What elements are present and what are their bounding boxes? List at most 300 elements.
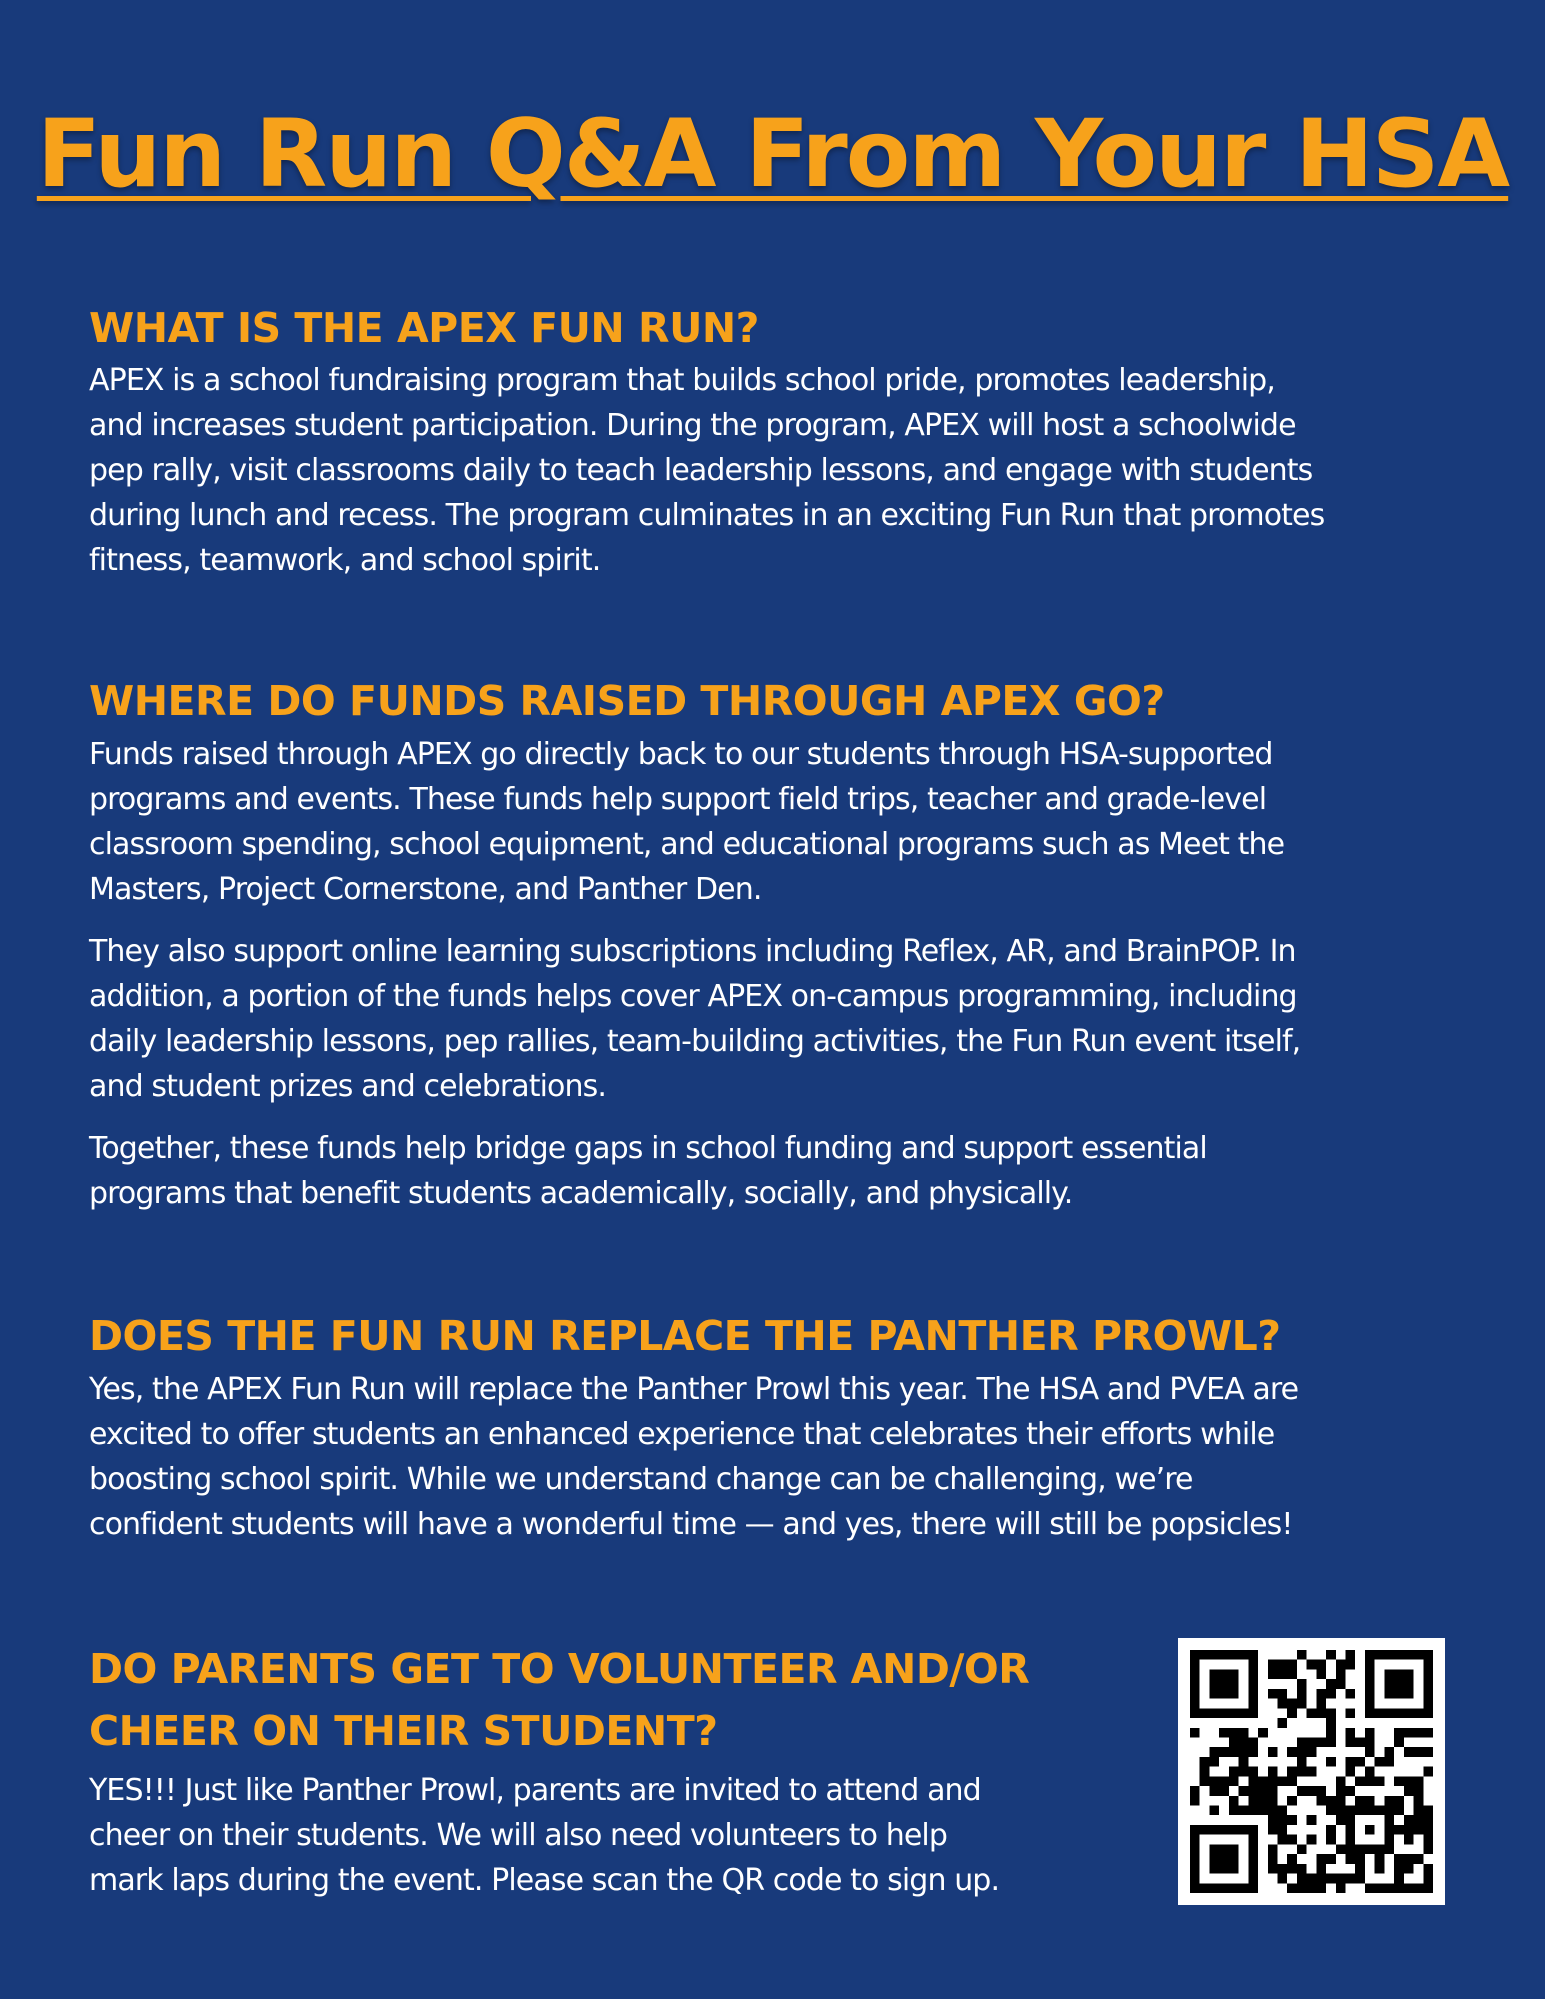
qr-module <box>1219 1728 1229 1738</box>
qr-module <box>1375 1806 1385 1816</box>
qr-module <box>1404 1650 1414 1660</box>
qr-module <box>1336 1874 1346 1884</box>
qr-module <box>1190 1874 1200 1884</box>
qr-module <box>1190 1660 1200 1670</box>
qr-module <box>1297 1650 1307 1660</box>
answer-line: Together, these funds help bridge gaps in school funding and support essential <box>89 1131 1207 1166</box>
section-replace-panther-prowl <box>89 1308 1459 1547</box>
answer-line: classroom spending, school equipment, and educational programs such as Meet the <box>89 827 1285 862</box>
answer-paragraph <box>89 358 1459 583</box>
answer-line: excited to offer students an enhanced experience that celebrates their efforts while <box>89 1417 1275 1452</box>
qr-module <box>1277 1806 1287 1816</box>
qr-module <box>1423 1883 1433 1893</box>
answer-line: pep rally, visit classrooms daily to teach leadership lessons, and engage with students <box>89 453 1313 488</box>
qr-module <box>1423 1835 1433 1845</box>
qr-module <box>1219 1776 1229 1786</box>
qr-module <box>1423 1650 1433 1660</box>
qr-module <box>1404 1883 1414 1893</box>
qr-module <box>1355 1776 1365 1786</box>
qr-module <box>1346 1874 1356 1884</box>
qr-module <box>1414 1786 1424 1796</box>
qr-module <box>1336 1844 1346 1854</box>
qr-module <box>1268 1844 1278 1854</box>
qr-module <box>1346 1689 1356 1699</box>
qr-module <box>1394 1669 1404 1679</box>
qr-module <box>1229 1796 1239 1806</box>
qr-module <box>1375 1776 1385 1786</box>
qr-module <box>1248 1883 1258 1893</box>
qr-module <box>1326 1708 1336 1718</box>
qr-module <box>1365 1806 1375 1816</box>
qr-module <box>1297 1679 1307 1689</box>
qr-module <box>1287 1660 1297 1670</box>
qr-module <box>1209 1757 1219 1767</box>
qr-module <box>1219 1864 1229 1874</box>
qr-module <box>1239 1650 1249 1660</box>
qr-module <box>1384 1679 1394 1689</box>
qr-module <box>1394 1825 1404 1835</box>
answer-line: boosting school spirit. While we understand change can be challenging, we’re <box>89 1462 1193 1497</box>
section-parents-volunteer <box>89 1638 1129 1903</box>
qr-module <box>1287 1776 1297 1786</box>
qr-module <box>1239 1786 1249 1796</box>
qr-module <box>1209 1883 1219 1893</box>
qr-module <box>1248 1874 1258 1884</box>
qr-module <box>1346 1708 1356 1718</box>
qr-module <box>1326 1689 1336 1699</box>
qr-module <box>1307 1786 1317 1796</box>
qr-module <box>1229 1854 1239 1864</box>
qr-module <box>1219 1689 1229 1699</box>
qr-module <box>1336 1786 1346 1796</box>
qr-module <box>1258 1786 1268 1796</box>
answer-line: programs that benefit students academically, socially, and physically. <box>89 1176 1073 1211</box>
qr-module <box>1268 1864 1278 1874</box>
qr-module <box>1248 1864 1258 1874</box>
qr-module <box>1414 1776 1424 1786</box>
page-title: Fun Run Q&A From Your HSA <box>36 100 1509 209</box>
qr-code[interactable] <box>1178 1638 1445 1905</box>
qr-module <box>1326 1757 1336 1767</box>
qr-module <box>1307 1835 1317 1845</box>
qr-module <box>1346 1835 1356 1845</box>
qr-module <box>1258 1776 1268 1786</box>
qr-module <box>1384 1757 1394 1767</box>
qr-module <box>1336 1806 1346 1816</box>
qr-module <box>1277 1825 1287 1835</box>
qr-module <box>1248 1776 1258 1786</box>
answer-line: programs and events. These funds help support field trips, teacher and grade-level <box>89 782 1267 817</box>
qr-module <box>1384 1747 1394 1757</box>
qr-module <box>1365 1699 1375 1709</box>
qr-module <box>1229 1806 1239 1816</box>
qr-module <box>1326 1650 1336 1660</box>
qr-module <box>1384 1669 1394 1679</box>
qr-module <box>1219 1854 1229 1864</box>
qr-module <box>1365 1747 1375 1757</box>
qr-module <box>1268 1689 1278 1699</box>
qr-module <box>1384 1708 1394 1718</box>
qr-module <box>1297 1747 1307 1757</box>
qr-module <box>1365 1825 1375 1835</box>
qr-module <box>1268 1776 1278 1786</box>
qr-module <box>1229 1728 1239 1738</box>
qr-module <box>1346 1825 1356 1835</box>
qr-module <box>1209 1708 1219 1718</box>
qr-module <box>1200 1776 1210 1786</box>
qr-module <box>1190 1844 1200 1854</box>
qr-module <box>1414 1747 1424 1757</box>
qr-module <box>1316 1737 1326 1747</box>
answer-line: fitness, teamwork, and school spirit. <box>89 543 601 578</box>
qr-module <box>1287 1699 1297 1709</box>
qr-module <box>1268 1767 1278 1777</box>
qr-module <box>1414 1708 1424 1718</box>
qr-module <box>1248 1747 1258 1757</box>
qr-module <box>1219 1747 1229 1757</box>
qr-module <box>1326 1874 1336 1884</box>
answer-paragraph <box>89 1367 1459 1547</box>
question-line: CHEER ON THEIR STUDENT? <box>89 1707 718 1755</box>
qr-module <box>1414 1883 1424 1893</box>
answer-line: addition, a portion of the funds helps cover APEX on-campus programming, including <box>89 979 1297 1014</box>
qr-module <box>1277 1835 1287 1845</box>
qr-module <box>1277 1776 1287 1786</box>
qr-module <box>1346 1844 1356 1854</box>
qr-module <box>1219 1679 1229 1689</box>
qr-module <box>1404 1864 1414 1874</box>
qr-module <box>1423 1747 1433 1757</box>
qr-module <box>1384 1883 1394 1893</box>
qr-module <box>1375 1708 1385 1718</box>
qr-module <box>1336 1669 1346 1679</box>
qr-module <box>1365 1728 1375 1738</box>
qr-module <box>1384 1844 1394 1854</box>
qr-module <box>1394 1854 1404 1864</box>
answer-paragraph <box>89 732 1459 912</box>
answer-line: cheer on their students. We will also need volunteers to help <box>89 1818 947 1853</box>
qr-module <box>1336 1815 1346 1825</box>
qr-module <box>1229 1844 1239 1854</box>
qr-module <box>1297 1874 1307 1884</box>
qr-module <box>1404 1815 1414 1825</box>
qr-module <box>1190 1699 1200 1709</box>
qr-module <box>1277 1669 1287 1679</box>
qr-module <box>1190 1864 1200 1874</box>
qr-module <box>1209 1786 1219 1796</box>
qr-module <box>1355 1844 1365 1854</box>
qr-module <box>1229 1737 1239 1747</box>
qr-module <box>1287 1669 1297 1679</box>
qr-module <box>1346 1650 1356 1660</box>
qr-module <box>1287 1835 1297 1845</box>
qr-module <box>1423 1815 1433 1825</box>
qr-module <box>1268 1854 1278 1864</box>
qr-module <box>1277 1660 1287 1670</box>
qr-module <box>1394 1650 1404 1660</box>
qr-module <box>1404 1835 1414 1845</box>
qr-module <box>1190 1854 1200 1864</box>
qr-module <box>1229 1883 1239 1893</box>
qr-module <box>1268 1806 1278 1816</box>
qr-module <box>1219 1844 1229 1854</box>
answer-line: mark laps during the event. Please scan the QR code to sign up. <box>89 1863 1000 1898</box>
qr-module <box>1316 1660 1326 1670</box>
qr-module <box>1394 1728 1404 1738</box>
qr-module <box>1316 1796 1326 1806</box>
qr-module <box>1346 1815 1356 1825</box>
qr-module <box>1190 1689 1200 1699</box>
qr-module <box>1200 1825 1210 1835</box>
qr-module <box>1384 1806 1394 1816</box>
qr-module <box>1248 1650 1258 1660</box>
qr-module <box>1316 1854 1326 1864</box>
qr-module <box>1297 1689 1307 1699</box>
qr-module <box>1307 1708 1317 1718</box>
qr-module <box>1307 1874 1317 1884</box>
qr-module <box>1190 1728 1200 1738</box>
qr-module <box>1336 1660 1346 1670</box>
qr-module <box>1268 1669 1278 1679</box>
qr-module <box>1268 1825 1278 1835</box>
qr-module <box>1316 1864 1326 1874</box>
section-what-is-apex <box>89 300 1459 583</box>
qr-module <box>1326 1796 1336 1806</box>
qr-module <box>1258 1728 1268 1738</box>
qr-module <box>1209 1679 1219 1689</box>
qr-module <box>1287 1815 1297 1825</box>
qr-module <box>1326 1854 1336 1864</box>
qr-module <box>1248 1669 1258 1679</box>
qr-module <box>1248 1708 1258 1718</box>
qr-module <box>1229 1650 1239 1660</box>
qr-module <box>1287 1883 1297 1893</box>
qr-module <box>1190 1650 1200 1660</box>
qr-module <box>1365 1689 1375 1699</box>
qr-module <box>1423 1767 1433 1777</box>
qr-module <box>1209 1650 1219 1660</box>
qr-module <box>1375 1854 1385 1864</box>
answer-line: and increases student participation. During the program, APEX will host a schoolwide <box>89 408 1296 443</box>
qr-module <box>1423 1728 1433 1738</box>
qr-module <box>1248 1825 1258 1835</box>
answer-line: during lunch and recess. The program culminates in an exciting Fun Run that promotes <box>89 498 1325 533</box>
qr-module <box>1277 1815 1287 1825</box>
section-where-do-funds-go <box>89 673 1459 1216</box>
qr-module <box>1190 1669 1200 1679</box>
qr-module <box>1239 1825 1249 1835</box>
qr-module <box>1346 1757 1356 1767</box>
qr-module <box>1414 1650 1424 1660</box>
qr-module <box>1297 1864 1307 1874</box>
qr-module <box>1384 1835 1394 1845</box>
qr-module <box>1355 1737 1365 1747</box>
qr-module <box>1365 1776 1375 1786</box>
answer-line: Funds raised through APEX go directly back to our students through HSA-supported <box>89 737 1273 772</box>
answer-line: YES!!! Just like Panther Prowl, parents are invited to attend and <box>89 1773 981 1808</box>
qr-module <box>1297 1767 1307 1777</box>
qr-module <box>1316 1883 1326 1893</box>
qr-module <box>1248 1660 1258 1670</box>
qr-module <box>1384 1650 1394 1660</box>
qr-module <box>1219 1650 1229 1660</box>
qr-module <box>1209 1689 1219 1699</box>
qr-module <box>1404 1825 1414 1835</box>
qr-module <box>1200 1708 1210 1718</box>
qr-module <box>1239 1747 1249 1757</box>
qr-module <box>1277 1699 1287 1709</box>
qr-module <box>1248 1786 1258 1796</box>
qr-module <box>1355 1854 1365 1864</box>
qr-module <box>1414 1854 1424 1864</box>
qr-module <box>1365 1650 1375 1660</box>
qr-module <box>1239 1767 1249 1777</box>
qr-module <box>1326 1679 1336 1689</box>
qr-module <box>1219 1883 1229 1893</box>
qr-module <box>1258 1806 1268 1816</box>
qr-module <box>1346 1854 1356 1864</box>
qr-module <box>1414 1825 1424 1835</box>
question-heading: WHAT IS THE APEX FUN RUN? <box>89 304 759 352</box>
qr-module <box>1404 1854 1414 1864</box>
qr-module <box>1200 1767 1210 1777</box>
qr-module <box>1287 1708 1297 1718</box>
qr-module <box>1287 1796 1297 1806</box>
qr-module <box>1248 1767 1258 1777</box>
qr-module <box>1248 1844 1258 1854</box>
qr-module <box>1316 1874 1326 1884</box>
qr-module <box>1316 1708 1326 1718</box>
qr-module <box>1355 1864 1365 1874</box>
qr-module <box>1248 1796 1258 1806</box>
qr-module <box>1268 1747 1278 1757</box>
qr-module <box>1336 1796 1346 1806</box>
qr-module <box>1190 1708 1200 1718</box>
qr-module <box>1239 1728 1249 1738</box>
answer-paragraph <box>89 1768 1129 1903</box>
qr-module <box>1375 1757 1385 1767</box>
qr-module <box>1190 1796 1200 1806</box>
qr-module <box>1277 1689 1287 1699</box>
qr-module <box>1394 1864 1404 1874</box>
qr-module <box>1219 1708 1229 1718</box>
answer-line: APEX is a school fundraising program that builds school pride, promotes leadership, <box>89 363 1275 398</box>
qr-module <box>1326 1737 1336 1747</box>
qr-module <box>1336 1776 1346 1786</box>
qr-module <box>1414 1806 1424 1816</box>
qr-module <box>1200 1883 1210 1893</box>
qr-module <box>1346 1660 1356 1670</box>
qr-module <box>1190 1786 1200 1796</box>
qr-module <box>1190 1883 1200 1893</box>
qr-module <box>1375 1883 1385 1893</box>
answer-line: and student prizes and celebrations. <box>89 1069 606 1104</box>
answer-line: Yes, the APEX Fun Run will replace the Panther Prowl this year. The HSA and PVEA are <box>89 1372 1299 1407</box>
qr-module <box>1384 1796 1394 1806</box>
qr-module <box>1346 1728 1356 1738</box>
qr-module <box>1209 1844 1219 1854</box>
qr-module <box>1209 1747 1219 1757</box>
qr-module <box>1394 1689 1404 1699</box>
qr-module <box>1346 1786 1356 1796</box>
qr-module <box>1365 1883 1375 1893</box>
qr-module <box>1423 1806 1433 1816</box>
qr-module <box>1277 1718 1287 1728</box>
qr-module <box>1287 1767 1297 1777</box>
qr-module <box>1316 1689 1326 1699</box>
qr-module <box>1287 1747 1297 1757</box>
qr-module <box>1307 1767 1317 1777</box>
qr-module <box>1346 1737 1356 1747</box>
qr-module <box>1239 1806 1249 1816</box>
qr-module <box>1365 1708 1375 1718</box>
qr-module <box>1307 1660 1317 1670</box>
qr-module <box>1423 1689 1433 1699</box>
qr-module <box>1190 1679 1200 1689</box>
qr-module <box>1277 1874 1287 1884</box>
qr-module <box>1219 1786 1229 1796</box>
qr-module <box>1365 1679 1375 1689</box>
qr-module <box>1423 1874 1433 1884</box>
qr-module <box>1248 1689 1258 1699</box>
qr-module <box>1326 1728 1336 1738</box>
qr-module <box>1200 1650 1210 1660</box>
qr-module <box>1316 1699 1326 1709</box>
qr-module <box>1414 1815 1424 1825</box>
qr-module <box>1423 1864 1433 1874</box>
qr-module <box>1336 1679 1346 1689</box>
question-heading: WHERE DO FUNDS RAISED THROUGH APEX GO? <box>89 677 1165 725</box>
qr-module <box>1375 1864 1385 1874</box>
qr-module <box>1209 1806 1219 1816</box>
qr-module <box>1384 1825 1394 1835</box>
qr-code-icon[interactable] <box>1190 1650 1433 1893</box>
qr-module <box>1326 1718 1336 1728</box>
qr-module <box>1404 1689 1414 1699</box>
qr-module <box>1209 1776 1219 1786</box>
qr-module <box>1200 1757 1210 1767</box>
qr-module <box>1394 1737 1404 1747</box>
qr-module <box>1394 1796 1404 1806</box>
qr-module <box>1229 1708 1239 1718</box>
qr-module <box>1375 1650 1385 1660</box>
qr-module <box>1297 1844 1307 1854</box>
qr-module <box>1346 1767 1356 1777</box>
qr-module <box>1404 1679 1414 1689</box>
qr-module <box>1346 1806 1356 1816</box>
qr-module <box>1248 1679 1258 1689</box>
qr-module <box>1423 1825 1433 1835</box>
qr-module <box>1404 1669 1414 1679</box>
question-heading <box>89 1638 1129 1762</box>
qr-module <box>1365 1669 1375 1679</box>
qr-module <box>1423 1669 1433 1679</box>
qr-module <box>1384 1689 1394 1699</box>
qr-module <box>1404 1776 1414 1786</box>
qr-module <box>1229 1747 1239 1757</box>
qr-module <box>1384 1815 1394 1825</box>
qr-module <box>1297 1786 1307 1796</box>
qr-module <box>1277 1864 1287 1874</box>
qr-module <box>1365 1796 1375 1806</box>
qr-module <box>1414 1728 1424 1738</box>
qr-module <box>1268 1815 1278 1825</box>
qr-module <box>1229 1679 1239 1689</box>
qr-module <box>1355 1796 1365 1806</box>
qr-module <box>1229 1776 1239 1786</box>
qr-module <box>1229 1864 1239 1874</box>
qr-module <box>1297 1757 1307 1767</box>
